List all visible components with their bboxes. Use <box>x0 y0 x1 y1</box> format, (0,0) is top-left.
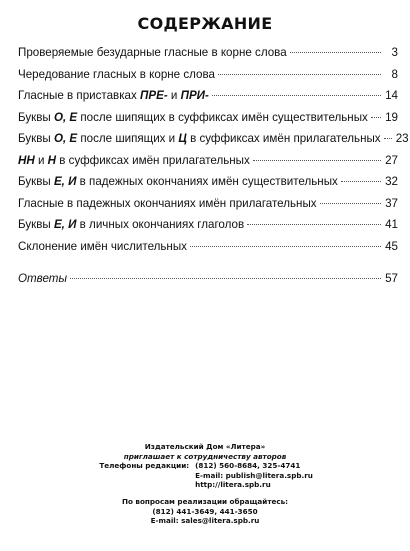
dot-leader <box>341 181 381 182</box>
toc-entry-title: Буквы Е, И в личных окончаниях глаголов <box>18 218 245 231</box>
toc-entry-title: НН и Н в суффиксах имён прилагательных <box>18 153 250 167</box>
toc-page-number: 14 <box>385 89 398 102</box>
toc-entry <box>18 89 398 111</box>
toc-page-number: 41 <box>385 218 398 231</box>
toc-entry-title: Ответы <box>18 272 67 285</box>
toc-page-number: 45 <box>385 239 398 253</box>
toc-entry-title: Буквы Е, И в падежных окончаниях имён существительных <box>18 175 338 188</box>
toc-page-number: 8 <box>391 67 398 81</box>
sales-phones: (812) 441-3649, 441-3650 <box>152 506 258 516</box>
website-link[interactable]: http://litera.spb.ru <box>195 480 271 490</box>
dot-leader <box>70 278 381 279</box>
toc-entry <box>18 132 409 154</box>
dot-leader <box>371 117 381 118</box>
toc-page-number: 32 <box>385 175 398 188</box>
toc-page-number: 57 <box>385 272 398 285</box>
toc-page-number: 19 <box>385 110 398 124</box>
toc-entry <box>18 218 398 240</box>
publisher-info <box>0 442 410 526</box>
toc-entry <box>18 68 398 90</box>
sales-heading: По вопросам реализации обращайтесь: <box>121 496 289 506</box>
dot-leader <box>218 74 381 75</box>
toc-entry <box>18 175 398 197</box>
toc-entry <box>18 46 398 68</box>
toc-entry-title: Гласные в приставках ПРЕ- и ПРИ- <box>18 89 209 102</box>
publisher-invite: приглашает к сотрудничеству авторов <box>123 451 287 461</box>
publisher-name: Издательский Дом «Литера» <box>144 442 266 451</box>
toc-page-number: 3 <box>391 46 398 59</box>
toc-page-number: 37 <box>385 196 398 210</box>
dot-leader <box>190 246 381 247</box>
phones-value: (812) 560-8684, 325-4741 <box>195 461 301 471</box>
toc-entry <box>18 197 398 219</box>
dot-leader <box>253 160 381 161</box>
dot-leader <box>212 95 381 96</box>
table-of-contents <box>18 46 409 294</box>
toc-page-number: 23 <box>395 132 409 145</box>
toc-entry <box>18 272 398 294</box>
sales-email: E-mail: sales@litera.spb.ru <box>150 516 260 526</box>
dot-leader <box>384 138 392 139</box>
dot-leader <box>320 203 381 204</box>
toc-entry <box>18 111 398 133</box>
toc-entry-title: Гласные в падежных окончаниях имён прилагательных <box>18 196 317 210</box>
toc-entry-title: Склонение имён числительных <box>18 239 187 253</box>
toc-entry <box>18 154 398 176</box>
toc-entry <box>18 240 398 262</box>
publisher-contacts <box>97 461 313 490</box>
page-title: СОДЕРЖАНИЕ <box>137 14 273 33</box>
toc-page-number: 27 <box>385 153 398 167</box>
toc-entry-title: Чередование гласных в корне слова <box>18 67 215 81</box>
phones-label: Телефоны редакции: <box>99 461 190 471</box>
dot-leader <box>247 224 381 225</box>
toc-entry-title: Проверяемые безударные гласные в корне слова <box>18 46 287 59</box>
toc-entry-title: Буквы О, Е после шипящих в суффиксах имён существительных <box>18 110 368 124</box>
dot-leader <box>290 52 381 53</box>
editorial-email: E-mail: publish@litera.spb.ru <box>195 470 313 480</box>
toc-entry-title: Буквы О, Е после шипящих и Ц в суффиксах имён прилагательных <box>18 132 381 145</box>
